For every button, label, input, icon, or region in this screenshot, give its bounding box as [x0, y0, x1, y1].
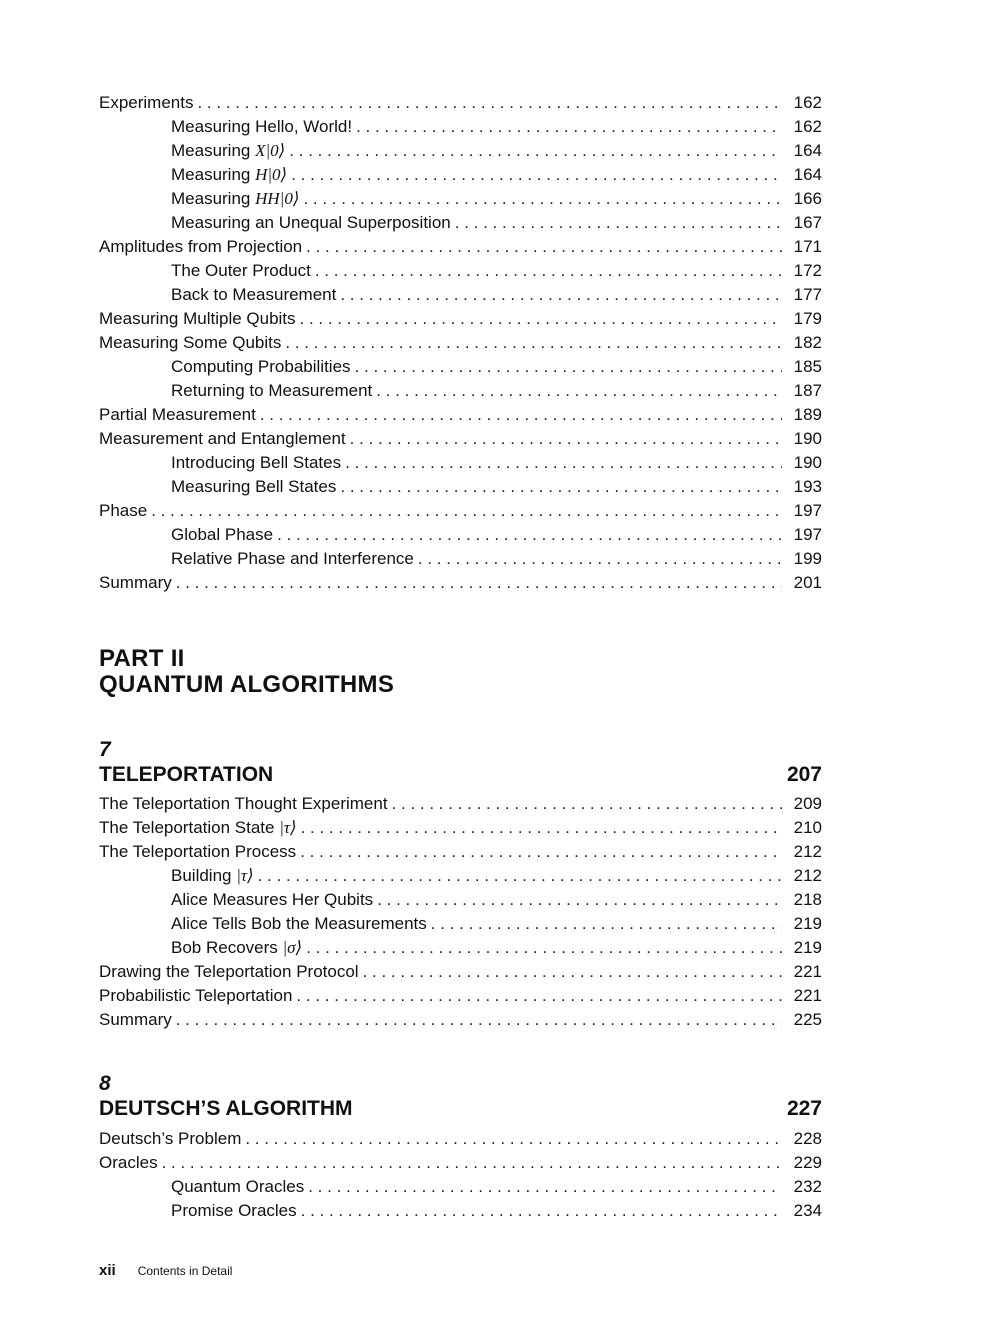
toc-entry-title: Phase	[99, 501, 148, 520]
toc-entry-page: 162	[793, 93, 822, 112]
toc-entry-page: 218	[793, 890, 822, 909]
dot-leader	[197, 91, 782, 115]
toc-entry-title: Measuring Hello, World!	[171, 117, 353, 136]
dot-leader	[315, 259, 782, 283]
toc-entry[interactable]	[99, 816, 822, 840]
toc-entry-page: 199	[793, 549, 822, 568]
toc-entry-page: 182	[793, 333, 822, 352]
chapter-number: 7	[99, 738, 111, 761]
toc-entry[interactable]	[99, 331, 822, 355]
toc-entry-page: 164	[793, 165, 822, 184]
toc-entry-page: 225	[793, 1010, 822, 1029]
toc-chapter-7	[99, 792, 822, 1032]
toc-entry-page: 166	[793, 189, 822, 208]
toc-entry-page: 189	[793, 405, 822, 424]
toc-entry-page: 228	[793, 1129, 822, 1148]
chapter-title-row	[99, 762, 822, 788]
toc-entry-title: The Teleportation Thought Experiment	[99, 794, 388, 813]
math-expression: |σ⟩	[282, 938, 303, 957]
toc-entry-page: 193	[793, 477, 822, 496]
toc-entry-title: Bob Recovers |σ⟩	[171, 938, 303, 957]
toc-entry[interactable]	[99, 1175, 822, 1199]
dot-leader	[431, 912, 782, 936]
toc-entry[interactable]	[99, 1199, 822, 1223]
dot-leader	[306, 235, 782, 259]
toc-entry-page: 234	[793, 1201, 822, 1220]
toc-entry-title: Summary	[99, 1010, 172, 1029]
toc-entry-page: 197	[793, 525, 822, 544]
toc-entry[interactable]	[99, 451, 822, 475]
dot-leader	[355, 355, 782, 379]
toc-entry-page: 190	[793, 453, 822, 472]
toc-entry[interactable]	[99, 235, 822, 259]
chapter-title-row	[99, 1096, 822, 1122]
toc-section-top	[99, 91, 822, 595]
toc-entry-page: 190	[793, 429, 822, 448]
toc-entry-page: 221	[793, 962, 822, 981]
dot-leader	[356, 115, 782, 139]
toc-entry-page: 219	[793, 914, 822, 933]
dot-leader	[151, 499, 782, 523]
toc-entry-page: 171	[793, 237, 822, 256]
toc-entry-page: 212	[793, 842, 822, 861]
toc-entry-page: 164	[793, 141, 822, 160]
dot-leader	[350, 427, 782, 451]
toc-entry-title: Introducing Bell States	[171, 453, 342, 472]
dot-leader	[418, 547, 782, 571]
toc-entry[interactable]	[99, 936, 822, 960]
toc-entry[interactable]	[99, 187, 822, 211]
toc-entry-title: Measuring an Unequal Superposition	[171, 213, 451, 232]
toc-entry[interactable]	[99, 1127, 822, 1151]
toc-entry[interactable]	[99, 403, 822, 427]
dot-leader	[301, 816, 782, 840]
toc-entry-title: Summary	[99, 573, 172, 592]
dot-leader	[376, 379, 782, 403]
part-title: QUANTUM ALGORITHMS	[99, 671, 395, 698]
toc-entry[interactable]	[99, 259, 822, 283]
toc-entry-title: Experiments	[99, 93, 194, 112]
chapter-page: 207	[786, 763, 822, 786]
dot-leader	[392, 792, 782, 816]
dot-leader	[363, 960, 782, 984]
toc-entry[interactable]	[99, 115, 822, 139]
toc-entry-title: Measuring Bell States	[171, 477, 337, 496]
dot-leader	[303, 187, 782, 211]
toc-entry-title: Partial Measurement	[99, 405, 256, 424]
toc-entry-title: Measuring HH|0⟩	[171, 189, 300, 208]
toc-entry[interactable]	[99, 499, 822, 523]
dot-leader	[176, 571, 782, 595]
toc-entry[interactable]	[99, 475, 822, 499]
toc-entry[interactable]	[99, 307, 822, 331]
dot-leader	[245, 1127, 782, 1151]
chapter-8-heading	[99, 1072, 822, 1122]
dot-leader	[306, 936, 782, 960]
toc-entry-page: 185	[793, 357, 822, 376]
part-heading	[99, 646, 394, 698]
toc-entry-title: Measuring Some Qubits	[99, 333, 282, 352]
toc-entry-title: Oracles	[99, 1153, 158, 1172]
dot-leader	[301, 1199, 782, 1223]
toc-entry-title: Building |τ⟩	[171, 866, 254, 885]
dot-leader	[258, 864, 782, 888]
toc-entry[interactable]	[99, 139, 822, 163]
dot-leader	[340, 283, 782, 307]
dot-leader	[289, 139, 782, 163]
toc-entry[interactable]	[99, 571, 822, 595]
toc-entry-title: Computing Probabilities	[171, 357, 351, 376]
toc-chapter-8	[99, 1127, 822, 1223]
toc-entry-page: 221	[793, 986, 822, 1005]
toc-entry[interactable]	[99, 355, 822, 379]
dot-leader	[340, 475, 782, 499]
page-footer	[99, 1262, 232, 1280]
toc-entry[interactable]	[99, 864, 822, 888]
dot-leader	[308, 1175, 782, 1199]
toc-entry-title: Deutsch’s Problem	[99, 1129, 242, 1148]
dot-leader	[296, 984, 782, 1008]
toc-entry-title: Drawing the Teleportation Protocol	[99, 962, 359, 981]
toc-entry-page: 179	[793, 309, 822, 328]
toc-entry[interactable]	[99, 523, 822, 547]
toc-entry[interactable]	[99, 1151, 822, 1175]
chapter-page: 227	[786, 1097, 822, 1120]
toc-entry[interactable]	[99, 840, 822, 864]
part-label: PART II	[99, 645, 185, 672]
toc-entry-title: Measurement and Entanglement	[99, 429, 346, 448]
toc-entry-page: 229	[793, 1153, 822, 1172]
toc-entry-page: 219	[793, 938, 822, 957]
toc-entry-title: Promise Oracles	[171, 1201, 297, 1220]
toc-entry[interactable]	[99, 427, 822, 451]
toc-entry-title: Alice Measures Her Qubits	[171, 890, 374, 909]
toc-entry-title: Returning to Measurement	[171, 381, 373, 400]
dot-leader	[300, 307, 782, 331]
toc-entry[interactable]	[99, 912, 822, 936]
toc-entry-title: The Outer Product	[171, 261, 311, 280]
toc-entry-title: Measuring Multiple Qubits	[99, 309, 296, 328]
dot-leader	[162, 1151, 782, 1175]
dot-leader	[277, 523, 782, 547]
dot-leader	[285, 331, 782, 355]
toc-entry-page: 197	[793, 501, 822, 520]
toc-entry-page: 167	[793, 213, 822, 232]
dot-leader	[260, 403, 782, 427]
toc-entry-page: 212	[793, 866, 822, 885]
dot-leader	[345, 451, 782, 475]
toc-entry-page: 201	[793, 573, 822, 592]
toc-entry[interactable]	[99, 960, 822, 984]
toc-entry-page: 177	[793, 285, 822, 304]
dot-leader	[176, 1008, 782, 1032]
dot-leader	[300, 840, 782, 864]
dot-leader	[377, 888, 782, 912]
toc-entry[interactable]	[99, 283, 822, 307]
footer-running-title: Contents in Detail	[137, 1264, 233, 1278]
toc-entry[interactable]	[99, 211, 822, 235]
toc-entry-title: Probabilistic Teleportation	[99, 986, 293, 1005]
toc-entry[interactable]	[99, 888, 822, 912]
dot-leader	[291, 163, 782, 187]
toc-entry[interactable]	[99, 547, 822, 571]
toc-entry[interactable]	[99, 163, 822, 187]
toc-entry-page: 232	[793, 1177, 822, 1196]
math-expression: HH|0⟩	[255, 189, 300, 208]
math-expression: |τ⟩	[279, 818, 297, 837]
toc-entry[interactable]	[99, 91, 822, 115]
toc-entry-page: 210	[793, 818, 822, 837]
toc-entry-title: The Teleportation State |τ⟩	[99, 818, 297, 837]
math-expression: X|0⟩	[255, 141, 286, 160]
toc-entry-title: Relative Phase and Interference	[171, 549, 414, 568]
toc-entry[interactable]	[99, 792, 822, 816]
toc-entry-page: 187	[793, 381, 822, 400]
toc-entry-title: Amplitudes from Projection	[99, 237, 303, 256]
math-expression: H|0⟩	[255, 165, 288, 184]
toc-entry-title: Measuring H|0⟩	[171, 165, 288, 184]
toc-entry-title: Measuring X|0⟩	[171, 141, 286, 160]
footer-page-number: xii	[99, 1262, 116, 1279]
chapter-title[interactable]: TELEPORTATION	[99, 763, 274, 786]
toc-entry-title: Quantum Oracles	[171, 1177, 305, 1196]
toc-entry-page: 162	[793, 117, 822, 136]
toc-entry-title: The Teleportation Process	[99, 842, 297, 861]
toc-entry-page: 172	[793, 261, 822, 280]
toc-entry-title: Alice Tells Bob the Measurements	[171, 914, 427, 933]
chapter-7-heading	[99, 738, 822, 788]
chapter-number: 8	[99, 1072, 111, 1095]
toc-entry[interactable]	[99, 984, 822, 1008]
toc-entry[interactable]	[99, 379, 822, 403]
toc-entry-page: 209	[793, 794, 822, 813]
math-expression: |τ⟩	[236, 866, 254, 885]
dot-leader	[455, 211, 782, 235]
toc-entry[interactable]	[99, 1008, 822, 1032]
toc-entry-title: Back to Measurement	[171, 285, 337, 304]
toc-entry-title: Global Phase	[171, 525, 274, 544]
chapter-title[interactable]: DEUTSCH’S ALGORITHM	[99, 1097, 353, 1120]
